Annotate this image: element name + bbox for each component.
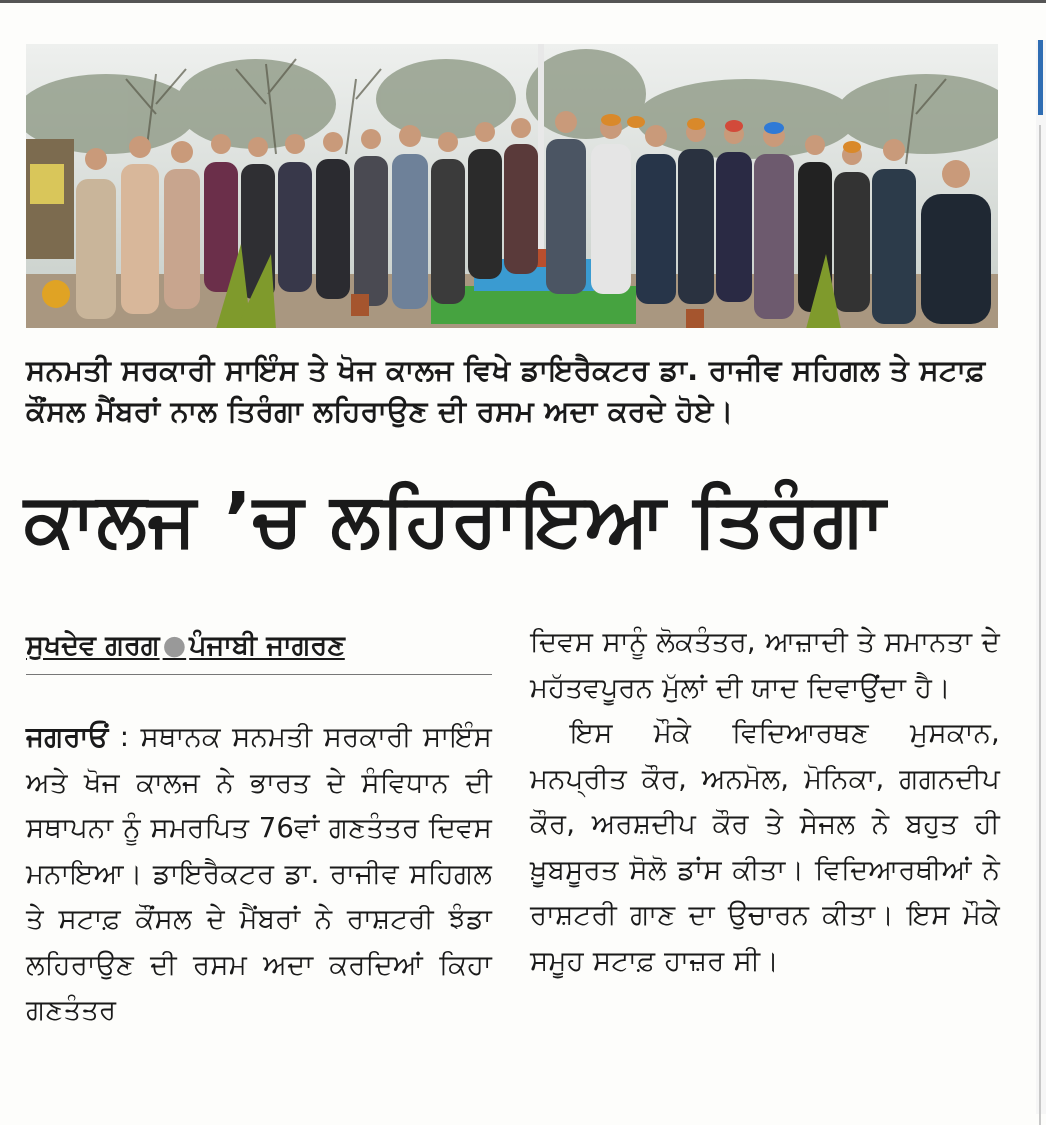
adjacent-column-edge xyxy=(1036,40,1046,1114)
byline-divider xyxy=(26,674,492,675)
blue-accent-bar xyxy=(1038,40,1043,115)
column-divider xyxy=(1039,125,1041,1125)
article-body-left: ਸਥਾਨਕ ਸਨਮਤੀ ਸਰਕਾਰੀ ਸਾਇੰਸ ਅਤੇ ਖੋਜ ਕਾਲਜ ਨੇ ਭਾਰਤ ਦੇ ਸੰਵਿਧਾਨ ਦੀ ਸਥਾਪਨਾ ਨੂੰ ਸਮਰਪਿਤ 76ਵਾਂ ਗਣਤੰਤਰ ਦਿਵਸ ਮਨਾਇਆ। ਡਾਇਰੈਕਟਰ ਡਾ. ਰਾਜੀਵ ਸਹਿਗਲ ਤੇ ਸਟਾਫ਼ ਕੌਂਸਲ ਦੇ ਮੈਂਬਰਾਂ ਨੇ ਰਾਸ਼ਟਰੀ ਝੰਡਾ ਲਹਿਰਾਉਣ ਦੀ ਰਸਮ ਅਦਾ ਕਰਦਿਆਂ ਕਿਹਾ ਗਣਤੰਤਰ xyxy=(26,721,492,1026)
dateline-separator: : xyxy=(108,721,141,753)
article-headline: ਕਾਲਜ ’ਚ ਲਹਿਰਾਇਆ ਤਿਰੰਗਾ xyxy=(24,477,887,563)
article-column-left xyxy=(26,715,492,1034)
news-photo xyxy=(26,44,998,328)
dateline-place: ਜਗਰਾਓਂ xyxy=(26,721,109,753)
top-border xyxy=(0,0,1046,3)
publication-name: ਪੰਜਾਬੀ ਜਾਗਰਣ xyxy=(189,630,345,661)
photo-caption: ਸਨਮਤੀ ਸਰਕਾਰੀ ਸਾਇੰਸ ਤੇ ਖੋਜ ਕਾਲਜ ਵਿਖੇ ਡਾਇਰੈਕਟਰ ਡਾ. ਰਾਜੀਵ ਸਹਿਗਲ ਤੇ ਸਟਾਫ਼ ਕੌਂਸਲ ਮੈਂਬਰਾਂ ਨਾਲ ਤਿਰੰਗਾ ਲਹਿਰਾਉਣ ਦੀ ਰਸਮ ਅਦਾ ਕਰਦੇ ਹੋਏ। xyxy=(26,353,986,428)
article-paragraph: ਦਿਵਸ ਸਾਨੂੰ ਲੋਕਤੰਤਰ, ਆਜ਼ਾਦੀ ਤੇ ਸਮਾਨਤਾ ਦੇ ਮਹੱਤਵਪੂਰਨ ਮੁੱਲਾਂ ਦੀ ਯਾਦ ਦਿਵਾਉਂਦਾ ਹੈ। xyxy=(530,626,1000,704)
flag-hoisting-group-photo xyxy=(26,44,998,328)
byline-separator: ● xyxy=(162,630,187,661)
article-column-right xyxy=(530,620,1000,984)
author-name: ਸੁਖਦੇਵ ਗਰਗ xyxy=(26,630,160,661)
article-paragraph: ਇਸ ਮੌਕੇ ਵਿਦਿਆਰਥਣ ਮੁਸਕਾਨ, ਮਨਪ੍ਰੀਤ ਕੌਰ, ਅਨਮੋਲ, ਮੋਨਿਕਾ, ਗਗਨਦੀਪ ਕੌਰ, ਅਰਸ਼ਦੀਪ ਕੌਰ ਤੇ ਸੇਜਲ ਨੇ ਬਹੁਤ ਹੀ ਖ਼ੂਬਸੂਰਤ ਸੋਲੋ ਡਾਂਸ ਕੀਤਾ। ਵਿਦਿਆਰਥੀਆਂ ਨੇ ਰਾਸ਼ਟਰੀ ਗਾਣ ਦਾ ਉਚਾਰਨ ਕੀਤਾ। ਇਸ ਮੌਕੇ ਸਮੂਹ ਸਟਾਫ਼ ਹਾਜ਼ਰ ਸੀ। xyxy=(530,717,1000,977)
byline xyxy=(26,626,491,666)
